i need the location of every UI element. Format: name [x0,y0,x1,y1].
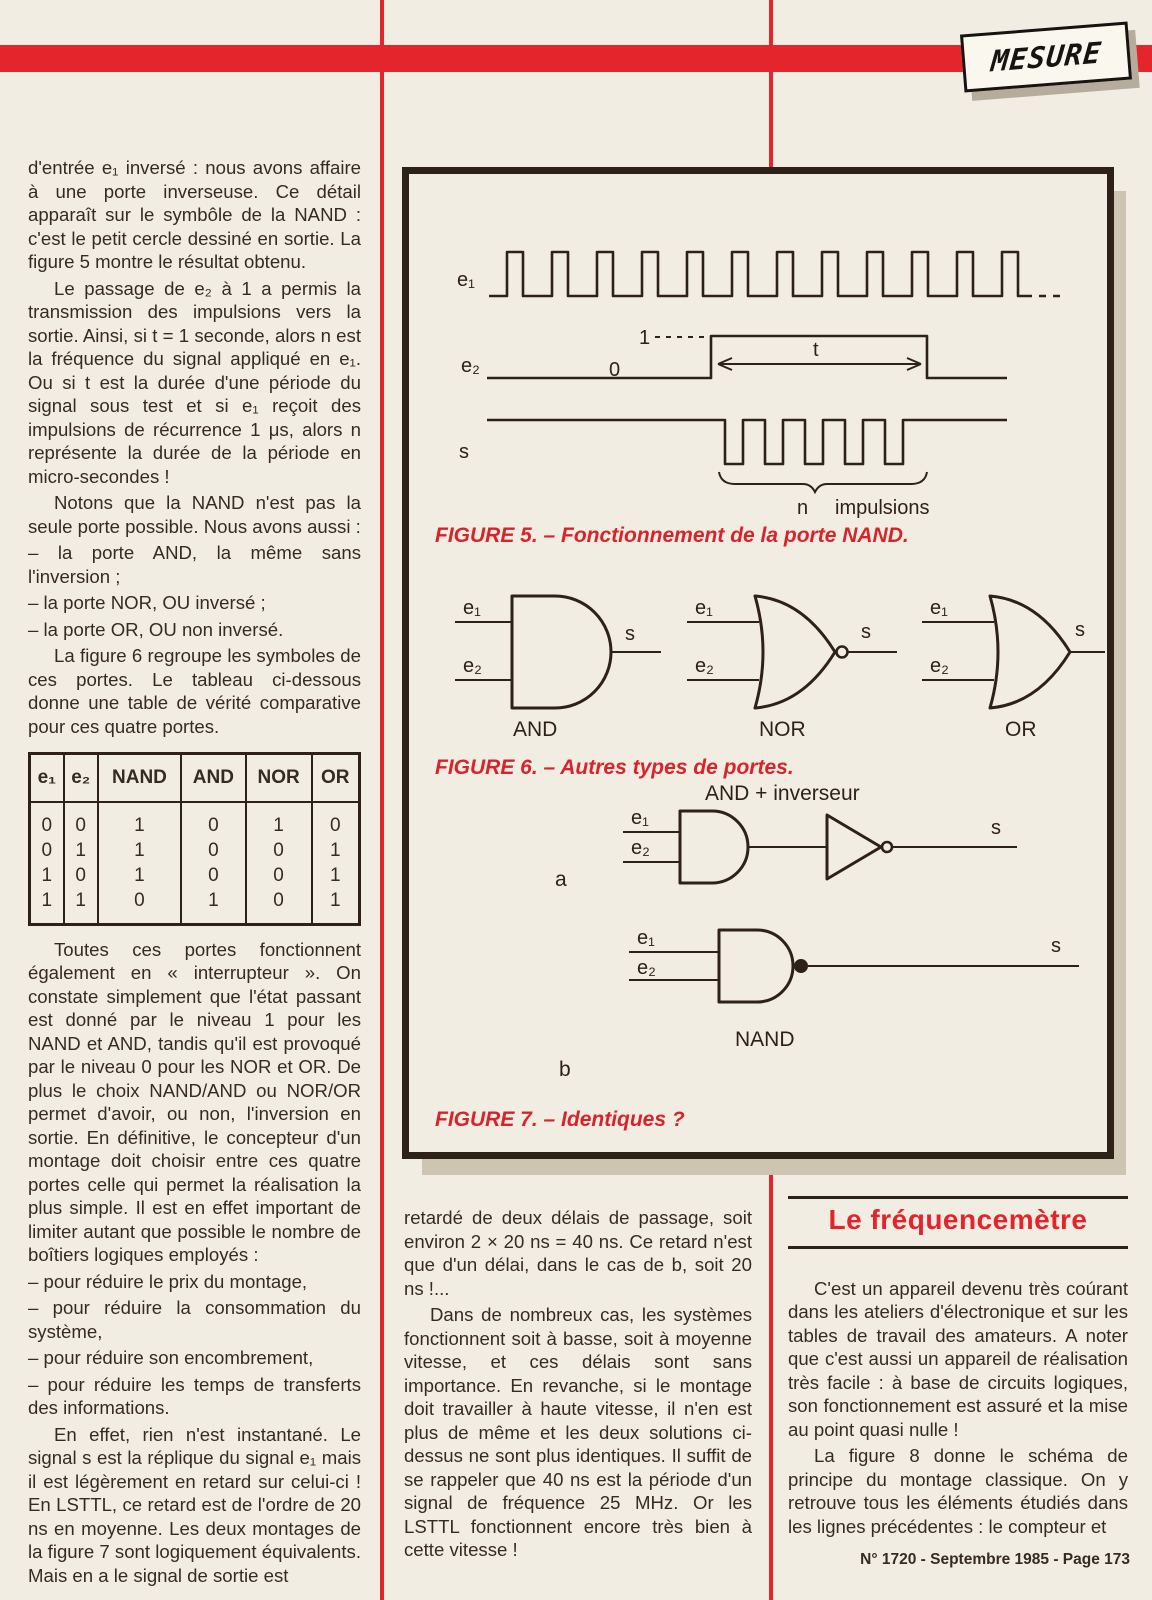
column-header: e₁ [30,754,64,802]
circuit-a-input2-label: e₂ [631,837,650,859]
nor-input1-label: e₁ [695,597,713,619]
e2-waveform [487,336,1007,378]
paragraph: Le passage de e₂ à 1 a permis la transmission des impulsions vers la sortie. Ainsi, si t = 1 seconde, alors n est la fréquence du signal appliqué en e₁. Ou si t est la durée d'une période du signal sous test et si e₁ reçoit des impulsions de récurrence 1 μs, alors n représente la durée de la période en micro-secondes ! [28,277,361,487]
table-cell: 0 [41,839,53,861]
table-cell: 1 [246,802,312,838]
pulse-count-brace [719,472,927,492]
mesure-masthead [960,21,1132,92]
table-cell: 0 [64,863,98,888]
table-cell: 0 [181,838,246,863]
table-row [30,888,360,925]
paragraph: Dans de nombreux cas, les systèmes fonctionnent soit à basse, soit à moyenne vitesse, et ces délais sont sans importance. En revanche, si le montage doit travailler à haute vitesse, il n'en est plus de même et les deux solutions ci-dessus ne sont plus identiques. Il suffit de se rappeler que 40 ns est la période d'un signal de fréquence 25 MHz. Or les LSTTL fonctionnent encore très bien à cette vitesse ! [404,1304,752,1560]
and-input1-label: e₁ [463,597,481,619]
table-cell: 0 [181,802,246,838]
red-divider-bottom-right [769,1172,773,1600]
circuit-b-input2-label: e₂ [637,957,656,979]
table-cell: 1 [41,889,53,911]
nand-inversion-bubble [795,960,807,972]
e1-waveform [489,252,1032,296]
fig6-gate-symbols [435,596,1105,779]
circuit-b-input1-label: e₁ [637,927,655,949]
level-1-label: 1 [639,327,651,349]
circuit-a-input1-label: e₁ [631,807,649,829]
and-output-label: s [625,623,635,645]
section-heading [788,1196,1128,1249]
circuit-a-title: AND + inverseur [705,782,860,805]
table-cell: 1 [312,888,360,925]
nor-gate-symbol [755,596,835,708]
table-row [30,838,360,863]
column-header: OR [312,754,360,802]
circuit-b-label: b [559,1058,571,1081]
signal-e2-label: e₂ [461,355,480,377]
or-gate-name: OR [1005,718,1037,741]
page-footer: N° 1720 - Septembre 1985 - Page 173 [860,1551,1130,1568]
paragraph: Notons que la NAND n'est pas la seule porte possible. Nous avons aussi : [28,492,361,537]
circuit-a-and-gate [680,811,748,883]
or-input1-label: e₁ [930,597,948,619]
table-cell: 0 [246,838,312,863]
signal-s-label: s [459,441,469,463]
list-item: – pour réduire le prix du montage, [28,1270,308,1292]
red-divider-left [380,0,384,1600]
or-gate-symbol [990,596,1070,708]
nor-inversion-bubble [837,647,848,658]
and-input2-label: e₂ [463,655,482,677]
table-cell: 1 [312,838,360,863]
signal-e1-label: e₁ [457,269,475,291]
circuit-b-output-label: s [1051,935,1061,957]
table-cell: 1 [98,802,181,838]
inverter-triangle [827,815,881,879]
list-item: – la porte AND, la même sans l'inversion ; [28,542,361,587]
gate-time-arrow [718,358,921,370]
nor-gate-name: NOR [759,718,806,741]
paragraph: C'est un appareil devenu très coúrant dans les ateliers d'électronique et sur les tables de travail des amateurs. A noter que c'est aussi un appareil de réalisation très facile : à base de circuits logiques, son fonctionnement est assuré et la mise au point quasi nulle ! [788,1277,1128,1440]
masthead-label: MESURE [989,35,1103,79]
table-cell: 1 [64,888,98,925]
table-cell: 1 [41,864,53,886]
nand-gate-name: NAND [735,1028,795,1051]
table-cell: 0 [98,888,181,925]
fig5-timing-diagram [435,252,1067,547]
table-row [30,863,360,888]
table-cell: 0 [41,814,53,836]
s-waveform [487,420,1007,464]
table-cell: 1 [98,838,181,863]
nor-output-label: s [861,621,871,643]
paragraph: retardé de deux délais de passage, soit environ 2 × 20 ns = 40 ns. Ce retard n'est que d'un délai, dans le cas de b, soit 20 ns !... [404,1207,752,1299]
figure5-caption: FIGURE 5. – Fonctionnement de la porte NAND. [435,524,909,547]
list-item: – pour réduire son encombrement, [28,1347,314,1368]
or-output-label: s [1075,619,1085,641]
paragraph: En effet, rien n'est instantané. Le signal s est la réplique du signal e₁ mais il est légèrement en retard sur celui-ci ! En LSTTL, ce retard est de l'ordre de 20 ns en moyenne. Les deux montages de la figure 7 sont logiquement équivalents. Mais en a le signal de sortie est [28,1423,361,1586]
table-cell: 0 [64,802,98,838]
paragraph: Toutes ces portes fonctionnent également en « interrupteur ». On constate simplement que l'état passant est donné par le niveau 1 pour les NAND et AND, tandis qu'il est provoqué par le niveau 0 pour les NOR et OR. De plus le choix NAND/AND ou NOR/OR permet d'avoir, ou non, l'inversion en sortie. En définitive, le concepteur d'un montage doit choisir entre ces quatre portes celle qui permet la réalisation la plus simple. Il est en effet important de limiter autant que possible le nombre de boîtiers logiques employés : [28,938,361,1265]
inverter-bubble [882,842,892,852]
bottom-middle-column [404,1206,752,1565]
circuit-a-output-label: s [991,817,1001,839]
paragraph: d'entrée e₁ inversé : nous avons affaire à une porte inverseuse. Ce détail apparaît sur le symbôle de la NAND : c'est le petit cercle dessiné en sortie. La figure 5 montre le résultat obtenu. [28,157,361,272]
column-header: NAND [98,754,181,802]
section-heading-label: Le fréquencemètre [828,1204,1088,1235]
list-item: – pour réduire les temps de transferts des informations. [28,1373,361,1418]
paragraph: La figure 6 regroupe les symboles de ces portes. Le tableau ci-dessous donne une table de vérité comparative pour ces quatre portes. [28,645,361,737]
figure7-caption: FIGURE 7. – Identiques ? [435,1108,685,1131]
pulse-count-n: n [797,497,809,519]
truth-table-header [30,754,360,802]
bottom-right-column [788,1196,1128,1541]
column-header: AND [181,754,246,802]
table-cell: 0 [246,863,312,888]
table-row [30,802,360,838]
paragraph: La figure 8 donne le schéma de principe du montage classique. On y retrouve tous les éléments étudiés dans les lignes précédentes : le compteur et [788,1445,1128,1537]
circuit-a-label: a [555,868,567,891]
and-gate-symbol [512,596,611,708]
table-cell: 0 [181,863,246,888]
nor-input2-label: e₂ [695,655,714,677]
column-header: e₂ [64,754,98,802]
nand-gate-symbol [719,930,793,1002]
table-cell: 1 [64,838,98,863]
table-cell: 1 [98,863,181,888]
list-item: – la porte OR, OU non inversé. [28,618,284,640]
table-cell: 0 [312,802,360,838]
or-input2-label: e₂ [930,655,949,677]
list-item: – pour réduire la consommation du système, [28,1297,361,1342]
and-gate-name: AND [513,718,558,741]
table-cell: 1 [312,863,360,888]
table-cell: 1 [181,888,246,925]
gate-time-label: t [813,339,819,361]
fig7-equivalent-circuits [435,782,1079,1131]
figure-panel [402,167,1114,1159]
left-column [28,156,361,1590]
figure-diagrams [409,174,1107,1152]
truth-table [28,752,361,926]
pulse-count-unit: impulsions [835,497,930,519]
red-divider-top-right [769,0,773,167]
column-header: NOR [246,754,312,802]
table-cell: 0 [246,888,312,925]
list-item: – la porte NOR, OU inversé ; [28,592,266,613]
level-0-label: 0 [609,359,621,381]
figure6-caption: FIGURE 6. – Autres types de portes. [435,756,794,779]
